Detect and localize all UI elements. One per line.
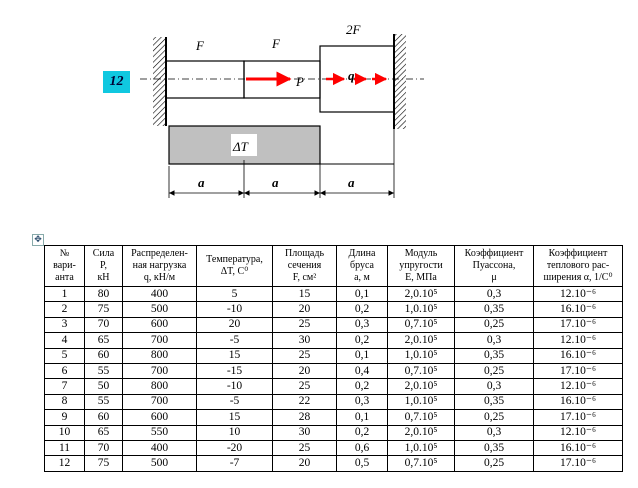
table-row bbox=[45, 394, 623, 409]
table-cell: 25 bbox=[273, 317, 337, 332]
column-header-line: E, МПа bbox=[405, 272, 437, 283]
table-cell: 0,25 bbox=[455, 317, 534, 332]
column-header bbox=[123, 246, 197, 287]
table-cell: 0,25 bbox=[455, 410, 534, 425]
column-header-line: вари- bbox=[53, 260, 76, 271]
table-cell: 3 bbox=[45, 317, 85, 332]
column-header bbox=[534, 246, 623, 287]
table-cell: 0,1 bbox=[337, 410, 388, 425]
table-cell: 600 bbox=[123, 410, 197, 425]
table-cell: 0,3 bbox=[455, 379, 534, 394]
column-header bbox=[197, 246, 273, 287]
table-cell: 12.10⁻⁶ bbox=[534, 425, 623, 440]
table-cell: 12.10⁻⁶ bbox=[534, 287, 623, 302]
table-cell: 0,1 bbox=[337, 348, 388, 363]
table-cell: 5 bbox=[197, 287, 273, 302]
table-cell: 600 bbox=[123, 317, 197, 332]
table-cell: 1,0.10⁵ bbox=[388, 302, 455, 317]
table-cell: -20 bbox=[197, 440, 273, 455]
table-cell: 65 bbox=[85, 333, 123, 348]
column-header bbox=[273, 246, 337, 287]
column-header bbox=[45, 246, 85, 287]
table-cell: 16.10⁻⁶ bbox=[534, 302, 623, 317]
table-cell: 9 bbox=[45, 410, 85, 425]
column-header-line: ширения α, 1/C⁰ bbox=[543, 272, 613, 283]
table-cell: 2,0.10⁵ bbox=[388, 333, 455, 348]
table-cell: -5 bbox=[197, 394, 273, 409]
table-cell: 25 bbox=[273, 379, 337, 394]
table-cell: 16.10⁻⁶ bbox=[534, 348, 623, 363]
column-header-line: Длина bbox=[348, 248, 376, 259]
table-cell: 8 bbox=[45, 394, 85, 409]
beam-diagram bbox=[0, 0, 638, 240]
table-cell: 0,1 bbox=[337, 287, 388, 302]
table-cell: 50 bbox=[85, 379, 123, 394]
table-cell: 550 bbox=[123, 425, 197, 440]
table-cell: 0,7.10⁵ bbox=[388, 317, 455, 332]
table-cell: 0,35 bbox=[455, 348, 534, 363]
column-header-line: Коэффициент bbox=[548, 248, 608, 259]
column-header-line: ΔT, C⁰ bbox=[220, 266, 249, 277]
column-header-line: Распределен- bbox=[131, 248, 188, 259]
table-cell: 0,5 bbox=[337, 456, 388, 471]
table-row bbox=[45, 348, 623, 363]
table-cell: 2,0.10⁵ bbox=[388, 379, 455, 394]
right-wall bbox=[394, 34, 406, 129]
table-cell: 0,35 bbox=[455, 440, 534, 455]
table-cell: 1 bbox=[45, 287, 85, 302]
force-label: P bbox=[296, 74, 304, 89]
table-cell: 700 bbox=[123, 363, 197, 378]
table-cell: 0,2 bbox=[337, 425, 388, 440]
variants-table bbox=[44, 245, 623, 472]
column-header-line: Сила bbox=[92, 248, 115, 259]
table-cell: 17.10⁻⁶ bbox=[534, 363, 623, 378]
table-row bbox=[45, 287, 623, 302]
table-row bbox=[45, 440, 623, 455]
column-header bbox=[337, 246, 388, 287]
area-label-left: F bbox=[196, 38, 204, 53]
table-cell: -7 bbox=[197, 456, 273, 471]
table-cell: 20 bbox=[197, 317, 273, 332]
table-cell: 0,35 bbox=[455, 302, 534, 317]
table-cell: 0,3 bbox=[337, 394, 388, 409]
table-cell: 0,6 bbox=[337, 440, 388, 455]
table-cell: 400 bbox=[123, 287, 197, 302]
column-header-line: Коэффициент bbox=[464, 248, 524, 259]
column-header-line: Температура, bbox=[206, 254, 263, 265]
column-header bbox=[85, 246, 123, 287]
table-cell: 12 bbox=[45, 456, 85, 471]
table-cell: -5 bbox=[197, 333, 273, 348]
table-cell: 5 bbox=[45, 348, 85, 363]
table-cell: 0,7.10⁵ bbox=[388, 363, 455, 378]
table-cell: 55 bbox=[85, 394, 123, 409]
column-header-line: Пуассона, bbox=[472, 260, 516, 271]
table-cell: 0,3 bbox=[455, 333, 534, 348]
table-cell: 0,25 bbox=[455, 456, 534, 471]
table-cell: 2,0.10⁵ bbox=[388, 425, 455, 440]
column-header-line: Площадь bbox=[285, 248, 324, 259]
column-header-line: a, м bbox=[354, 272, 370, 283]
table-cell: 0,4 bbox=[337, 363, 388, 378]
table-cell: 400 bbox=[123, 440, 197, 455]
column-header-line: кН bbox=[97, 272, 110, 283]
table-cell: 70 bbox=[85, 317, 123, 332]
table-cell: 17.10⁻⁶ bbox=[534, 410, 623, 425]
table-cell: 1,0.10⁵ bbox=[388, 394, 455, 409]
column-header bbox=[388, 246, 455, 287]
table-cell: -10 bbox=[197, 379, 273, 394]
dimension-label-3: a bbox=[348, 175, 355, 190]
table-cell: 0,2 bbox=[337, 333, 388, 348]
temperature-label: ΔT bbox=[233, 139, 248, 154]
table-cell: -15 bbox=[197, 363, 273, 378]
table-cell: 0,3 bbox=[455, 287, 534, 302]
table-cell: 2 bbox=[45, 302, 85, 317]
variant-number-badge: 12 bbox=[103, 71, 130, 93]
table-cell: 12.10⁻⁶ bbox=[534, 379, 623, 394]
table-cell: 15 bbox=[197, 348, 273, 363]
column-header-line: q, кН/м bbox=[143, 272, 176, 283]
area-label-middle: F bbox=[272, 36, 280, 51]
table-cell: 70 bbox=[85, 440, 123, 455]
table-cell: 80 bbox=[85, 287, 123, 302]
table-cell: 11 bbox=[45, 440, 85, 455]
table-cell: 20 bbox=[273, 456, 337, 471]
table-cell: 2,0.10⁵ bbox=[388, 287, 455, 302]
table-cell: -10 bbox=[197, 302, 273, 317]
beam-segment-left bbox=[166, 61, 244, 98]
table-cell: 0,2 bbox=[337, 379, 388, 394]
column-header-line: № bbox=[59, 248, 70, 259]
table-row bbox=[45, 333, 623, 348]
table-row bbox=[45, 317, 623, 332]
table-cell: 15 bbox=[197, 410, 273, 425]
table-row bbox=[45, 425, 623, 440]
column-header-line: анта bbox=[55, 272, 74, 283]
table-cell: 75 bbox=[85, 302, 123, 317]
load-label: q bbox=[348, 68, 355, 83]
area-label-right: 2F bbox=[346, 22, 361, 37]
table-row bbox=[45, 302, 623, 317]
column-header-line: μ bbox=[491, 272, 497, 283]
table-cell: 800 bbox=[123, 348, 197, 363]
table-cell: 15 bbox=[273, 287, 337, 302]
table-cell: 700 bbox=[123, 333, 197, 348]
table-cell: 7 bbox=[45, 379, 85, 394]
table-cell: 25 bbox=[273, 348, 337, 363]
table-cell: 500 bbox=[123, 456, 197, 471]
table-cell: 20 bbox=[273, 363, 337, 378]
column-header-line: упругости bbox=[399, 260, 443, 271]
table-cell: 28 bbox=[273, 410, 337, 425]
four-way-arrow-icon[interactable]: ✥ bbox=[32, 234, 44, 246]
table-cell: 10 bbox=[197, 425, 273, 440]
table-cell: 17.10⁻⁶ bbox=[534, 317, 623, 332]
table-cell: 30 bbox=[273, 333, 337, 348]
table-row bbox=[45, 363, 623, 378]
table-cell: 60 bbox=[85, 410, 123, 425]
table-body bbox=[45, 287, 623, 472]
table-cell: 0,3 bbox=[455, 425, 534, 440]
table-cell: 500 bbox=[123, 302, 197, 317]
dimension-label-1: a bbox=[198, 175, 205, 190]
table-cell: 800 bbox=[123, 379, 197, 394]
table-cell: 17.10⁻⁶ bbox=[534, 456, 623, 471]
column-header-line: P, bbox=[100, 260, 107, 271]
table-cell: 16.10⁻⁶ bbox=[534, 440, 623, 455]
table-cell: 0,7.10⁵ bbox=[388, 456, 455, 471]
table-cell: 0,35 bbox=[455, 394, 534, 409]
table-cell: 60 bbox=[85, 348, 123, 363]
table-header-row bbox=[45, 246, 623, 287]
table-cell: 30 bbox=[273, 425, 337, 440]
column-header-line: ная нагрузка bbox=[132, 260, 187, 271]
column-header-line: сечения bbox=[287, 260, 322, 271]
table-row bbox=[45, 379, 623, 394]
table-cell: 10 bbox=[45, 425, 85, 440]
table-cell: 0,7.10⁵ bbox=[388, 410, 455, 425]
table-cell: 65 bbox=[85, 425, 123, 440]
table-row bbox=[45, 456, 623, 471]
dimension-label-2: a bbox=[272, 175, 279, 190]
table-cell: 75 bbox=[85, 456, 123, 471]
table-cell: 0,25 bbox=[455, 363, 534, 378]
column-header-line: F, см² bbox=[292, 272, 317, 283]
column-header-line: бруса bbox=[350, 260, 374, 271]
table-cell: 0,3 bbox=[337, 317, 388, 332]
table-cell: 16.10⁻⁶ bbox=[534, 394, 623, 409]
table-cell: 4 bbox=[45, 333, 85, 348]
table-cell: 25 bbox=[273, 440, 337, 455]
table-cell: 0,2 bbox=[337, 302, 388, 317]
table-cell: 55 bbox=[85, 363, 123, 378]
column-header bbox=[455, 246, 534, 287]
table-cell: 6 bbox=[45, 363, 85, 378]
column-header-line: Модуль bbox=[404, 248, 438, 259]
table-cell: 20 bbox=[273, 302, 337, 317]
table-cell: 700 bbox=[123, 394, 197, 409]
table-cell: 12.10⁻⁶ bbox=[534, 333, 623, 348]
table-cell: 22 bbox=[273, 394, 337, 409]
table-row bbox=[45, 410, 623, 425]
left-wall bbox=[153, 37, 166, 126]
table-cell: 1,0.10⁵ bbox=[388, 348, 455, 363]
table-cell: 1,0.10⁵ bbox=[388, 440, 455, 455]
column-header-line: теплового рас- bbox=[546, 260, 610, 271]
